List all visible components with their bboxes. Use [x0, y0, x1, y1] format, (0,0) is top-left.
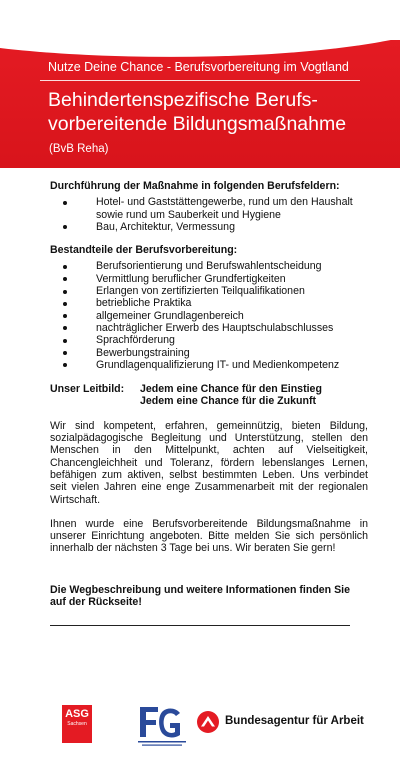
header-band: [0, 0, 400, 168]
section2-heading: Bestandteile der Berufsvorbereitung:: [50, 244, 238, 257]
list-item: Hotel- und Gaststättengewerbe, rund um den Haushalt sowie rund um Sauberkeit und Hygiene: [50, 196, 368, 221]
page-subtitle: (BvB Reha): [49, 143, 109, 155]
leitbild-label: Unser Leitbild:: [50, 383, 125, 396]
divider-line: [50, 625, 350, 626]
list-item: allgemeiner Grundlagenbereich: [50, 310, 368, 322]
list-item: betriebliche Praktika: [50, 297, 368, 309]
list-item: Vermittlung beruflicher Grundfertigkeiten: [50, 273, 368, 285]
section1-list: [50, 196, 368, 233]
asg-logo-subtext: Sachsen: [67, 721, 87, 727]
list-item: nachträglicher Erwerb des Hauptschulabschlusses: [50, 322, 368, 334]
leitbild-line: Jedem eine Chance für die Zukunft: [140, 395, 317, 408]
intro-paragraph: Wir sind kompetent, erfahren, gemeinnützig, bieten Bildung, sozialpädagogische Begleitung und Unterstützung, stellen den Menschen in den Mittelpunkt, achten auf Vielseitigkeit, Chancengleichheit und Toleranz, fördern lebenslanges Lernen, befähigen zum aktiven, selbst bestimmten Leben. Uns verbindet seit vielen Jahren eine enge Zusammenarbeit mit der regionalen Wirtschaft.: [50, 419, 368, 506]
leitbild-line: Jedem eine Chance für den Einstieg: [140, 383, 322, 396]
list-item: Bau, Architektur, Vermessung: [50, 221, 368, 233]
section2-list: [50, 260, 368, 371]
asg-logo-text: ASG: [65, 708, 89, 720]
list-item: Erlangen von zertifizierten Teilqualifikationen: [50, 285, 368, 297]
invitation-paragraph: Ihnen wurde eine Berufsvorbereitende Bildungsmaßnahme in unserer Einrichtung angeboten. Bitte melden Sie sich persönlich innerhalb der nächsten 3 Tage bei uns. Wir beraten Sie gern!: [50, 517, 368, 555]
list-item: Bewerbungstraining: [50, 347, 368, 359]
page-title: Behindertenspezifische Berufs-vorbereitende Bildungsmaßnahme: [48, 89, 347, 135]
header-tagline: Nutze Deine Chance - Berufsvorbereitung im Vogtland: [48, 60, 349, 74]
fg-logo-icon: [134, 703, 190, 749]
list-item: Grundlagenqualifizierung IT- und Medienkompetenz: [50, 359, 368, 371]
section1-heading: Durchführung der Maßnahme in folgenden Berufsfeldern:: [50, 180, 340, 192]
header-divider: [40, 80, 360, 81]
logo-row: [52, 705, 372, 749]
list-item: Berufsorientierung und Berufswahlentscheidung: [50, 260, 368, 272]
leitbild: [50, 383, 368, 408]
asg-logo: [62, 705, 92, 743]
list-item: Sprachförderung: [50, 334, 368, 346]
leitbild-lines: [140, 383, 322, 408]
final-note: Die Wegbeschreibung und weitere Informationen finden Sie auf der Rückseite!: [50, 583, 350, 609]
content: [50, 180, 368, 626]
ba-logo-text: Bundesagentur für Arbeit: [225, 715, 364, 727]
ba-logo-icon: [197, 711, 219, 733]
